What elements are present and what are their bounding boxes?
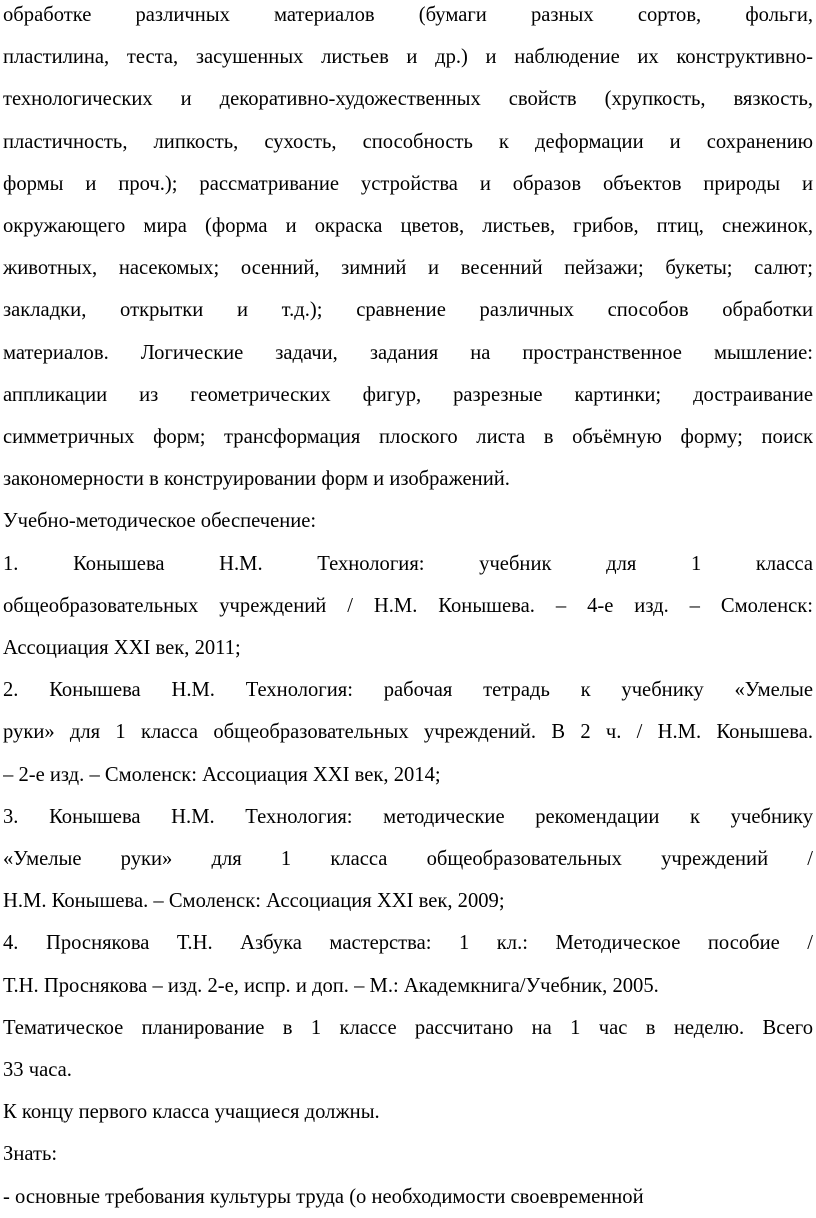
text-line: Н.М. Конышева. – Смоленск: Ассоциация XXI век, 2009; [3, 890, 505, 913]
text-line: общеобразовательных учреждений / Н.М. Конышева. – 4-е изд. – Смоленск: [3, 594, 813, 617]
text-line: окружающего мира (форма и окраска цветов, листьев, грибов, птиц, снежинок, [3, 215, 813, 238]
text-line: Т.Н. Проснякова – изд. 2-е, испр. и доп. – М.: Академкнига/Учебник, 2005. [3, 974, 659, 997]
text-line: К концу первого класса учащиеся должны. [3, 1101, 380, 1124]
reference-item: 2. Конышева Н.М. Технология: рабочая тетрадь к учебнику «Умелые [3, 679, 813, 702]
text-line: формы и проч.); рассматривание устройства и образов объектов природы и [3, 172, 813, 195]
text-line: пластичность, липкость, сухость, способность к деформации и сохранению [3, 130, 813, 153]
text-line: обработке различных материалов (бумаги разных сортов, фольги, [3, 4, 813, 26]
text-line: симметричных форм; трансформация плоского листа в объёмную форму; поиск [3, 426, 813, 449]
text-line: руки» для 1 класса общеобразовательных учреждений. В 2 ч. / Н.М. Конышева. [3, 721, 813, 744]
text-line: аппликации из геометрических фигур, разрезные картинки; достраивание [3, 383, 813, 406]
text-line: Тематическое планирование в 1 классе рассчитано на 1 час в неделю. Всего [3, 1016, 813, 1039]
text-line: закономерности в конструировании форм и изображений. [3, 468, 510, 491]
reference-item: 3. Конышева Н.М. Технология: методические рекомендации к учебнику [3, 805, 813, 828]
text-line: «Умелые руки» для 1 класса общеобразовательных учреждений / [3, 848, 813, 871]
text-line: - основные требования культуры труда (о необходимости своевременной [3, 1185, 644, 1208]
section-heading: Учебно-методическое обеспечение: [3, 510, 317, 533]
text-line: технологических и декоративно-художественных свойств (хрупкость, вязкость, [3, 88, 813, 111]
text-line: Ассоциация XXI век, 2011; [3, 637, 241, 660]
text-line: Знать: [3, 1143, 58, 1166]
text-line: материалов. Логические задачи, задания на пространственное мышление: [3, 341, 813, 364]
text-line: закладки, открытки и т.д.); сравнение различных способов обработки [3, 299, 813, 322]
text-line: пластилина, теста, засушенных листьев и др.) и наблюдение их конструктивно- [3, 46, 813, 69]
text-line: 33 часа. [3, 1059, 72, 1082]
text-line: – 2-е изд. – Смоленск: Ассоциация XXI век, 2014; [3, 763, 441, 786]
text-line: животных, насекомых; осенний, зимний и весенний пейзажи; букеты; салют; [3, 257, 813, 280]
reference-item: 1. Конышева Н.М. Технология: учебник для 1 класса [3, 552, 813, 575]
reference-item: 4. Проснякова Т.Н. Азбука мастерства: 1 кл.: Методическое пособие / [3, 932, 813, 955]
